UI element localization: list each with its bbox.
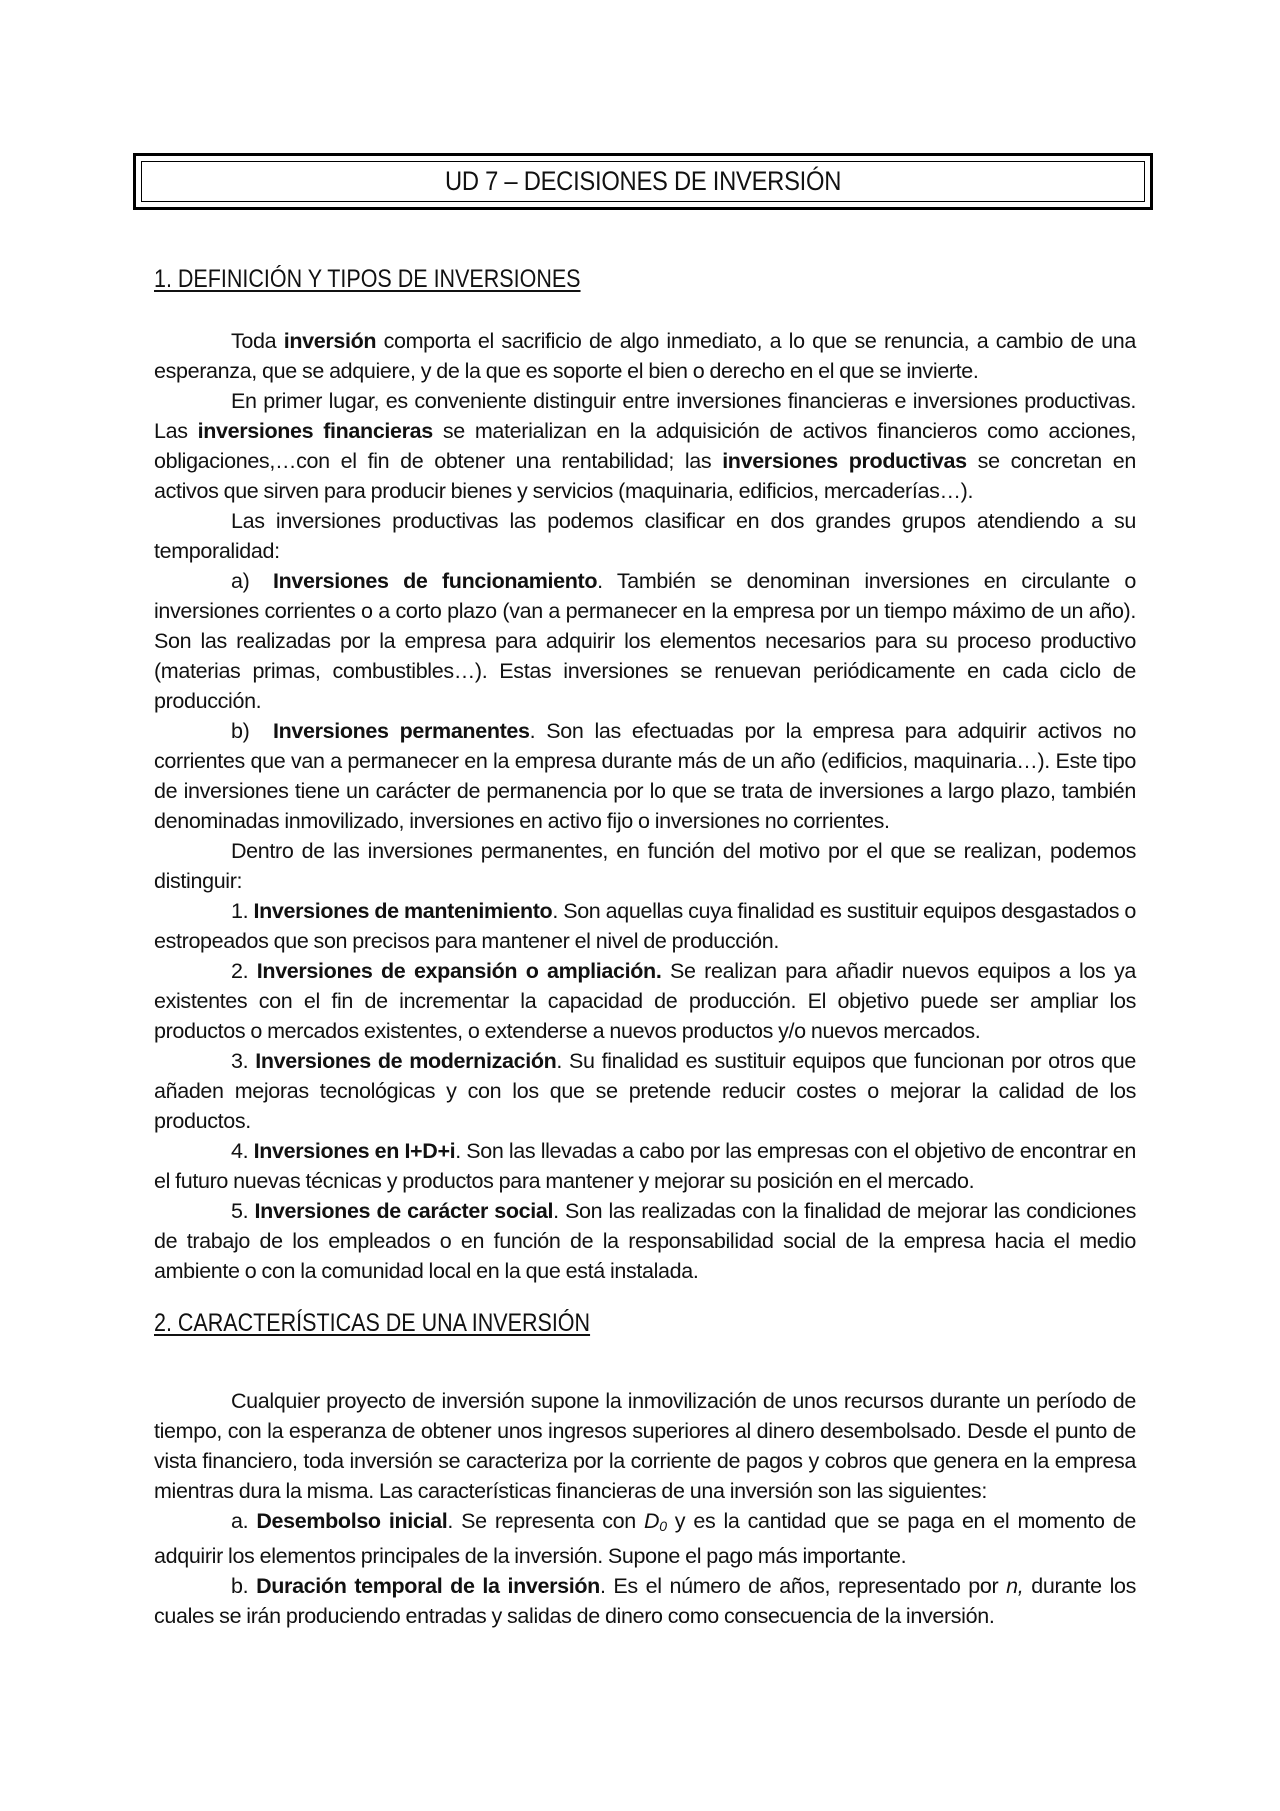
section-2-body [154, 1386, 1136, 1631]
paragraph: Cualquier proyecto de inversión supone la inmovilización de unos recursos durante un período de tiempo, con la esperanza de obtener unos ingresos superiores al dinero desembolsado. Desde el punto de vista financiero, toda inversión se caracteriza por la corriente de pagos y cobros que genera en la empresa mientras dura la misma. Las características financieras de una inversión son las siguientes: [154, 1389, 1136, 1503]
list-item: 4. Inversiones en I+D+i. Son las llevadas a cabo por las empresas con el objetivo de encontrar en el futuro nuevas técnicas y productos para mantener y mejorar su posición en el mercado. [154, 1139, 1136, 1193]
title-box [133, 153, 1153, 210]
document-title: UD 7 – DECISIONES DE INVERSIÓN [444, 166, 842, 196]
list-item: a) Inversiones de funcionamiento. También se denominan inversiones en circulante o inversiones corrientes o a corto plazo (van a permanecer en la empresa por un tiempo máximo de un año). Son las realizadas por la empresa para adquirir los elementos necesarios para su proceso productivo (materias primas, combustibles…). Estas inversiones se renuevan periódicamente en cada ciclo de producción. [154, 569, 1136, 713]
list-item: b) Inversiones permanentes. Son las efectuadas por la empresa para adquirir activos no corrientes que van a permanecer en la empresa durante más de un año (edificios, maquinaria…). Este tipo de inversiones tiene un carácter de permanencia por lo que se trata de inversiones a largo plazo, también denominadas inmovilizado, inversiones en activo fijo o inversiones no corrientes. [154, 719, 1136, 833]
section-1-heading: 1. DEFINICIÓN Y TIPOS DE INVERSIONES [154, 265, 581, 293]
list-item: b. Duración temporal de la inversión. Es el número de años, representado por n, durante los cuales se irán produciendo entradas y salidas de dinero como consecuencia de la inversión. [154, 1574, 1137, 1628]
section-2-heading: 2. CARACTERÍSTICAS DE UNA INVERSIÓN [154, 1309, 591, 1337]
paragraph: Dentro de las inversiones permanentes, en función del motivo por el que se realizan, podemos distinguir: [154, 839, 1136, 893]
paragraph: Toda inversión comporta el sacrificio de algo inmediato, a lo que se renuncia, a cambio de una esperanza, que se adquiere, y de la que es soporte el bien o derecho en el que se invierte. [154, 329, 1136, 383]
list-item: 1. Inversiones de mantenimiento. Son aquellas cuya finalidad es sustituir equipos desgastados o estropeados que son precisos para mantener el nivel de producción. [154, 899, 1136, 953]
title-inner-frame [141, 161, 1145, 202]
paragraph: Las inversiones productivas las podemos clasificar en dos grandes grupos atendiendo a su temporalidad: [154, 509, 1136, 563]
paragraph: En primer lugar, es conveniente distinguir entre inversiones financieras e inversiones productivas. Las inversiones financieras se materializan en la adquisición de activos financieros como acciones, obligaciones,…con el fin de obtener una rentabilidad; las inversiones productivas se concretan en activos que sirven para producir bienes y servicios (maquinaria, edificios, mercaderías…). [154, 389, 1136, 503]
list-item: 5. Inversiones de carácter social. Son las realizadas con la finalidad de mejorar las condiciones de trabajo de los empleados o en función de la responsabilidad social de la empresa hacia el medio ambiente o con la comunidad local en la que está instalada. [154, 1199, 1136, 1283]
list-item: 3. Inversiones de modernización. Su finalidad es sustituir equipos que funcionan por otros que añaden mejoras tecnológicas y con los que se pretende reducir costes o mejorar la calidad de los productos. [154, 1049, 1136, 1133]
section-1-body [154, 326, 1136, 1286]
list-item: 2. Inversiones de expansión o ampliación. Se realizan para añadir nuevos equipos a los ya existentes con el fin de incrementar la capacidad de producción. El objetivo puede ser ampliar los productos o mercados existentes, o extenderse a nuevos productos y/o nuevos mercados. [154, 959, 1137, 1043]
list-item: a. Desembolso inicial. Se representa con $D_0$ y es la cantidad que se paga en el momento de adquirir los elementos principales de la inversión. Supone el pago más importante. [154, 1509, 1136, 1568]
